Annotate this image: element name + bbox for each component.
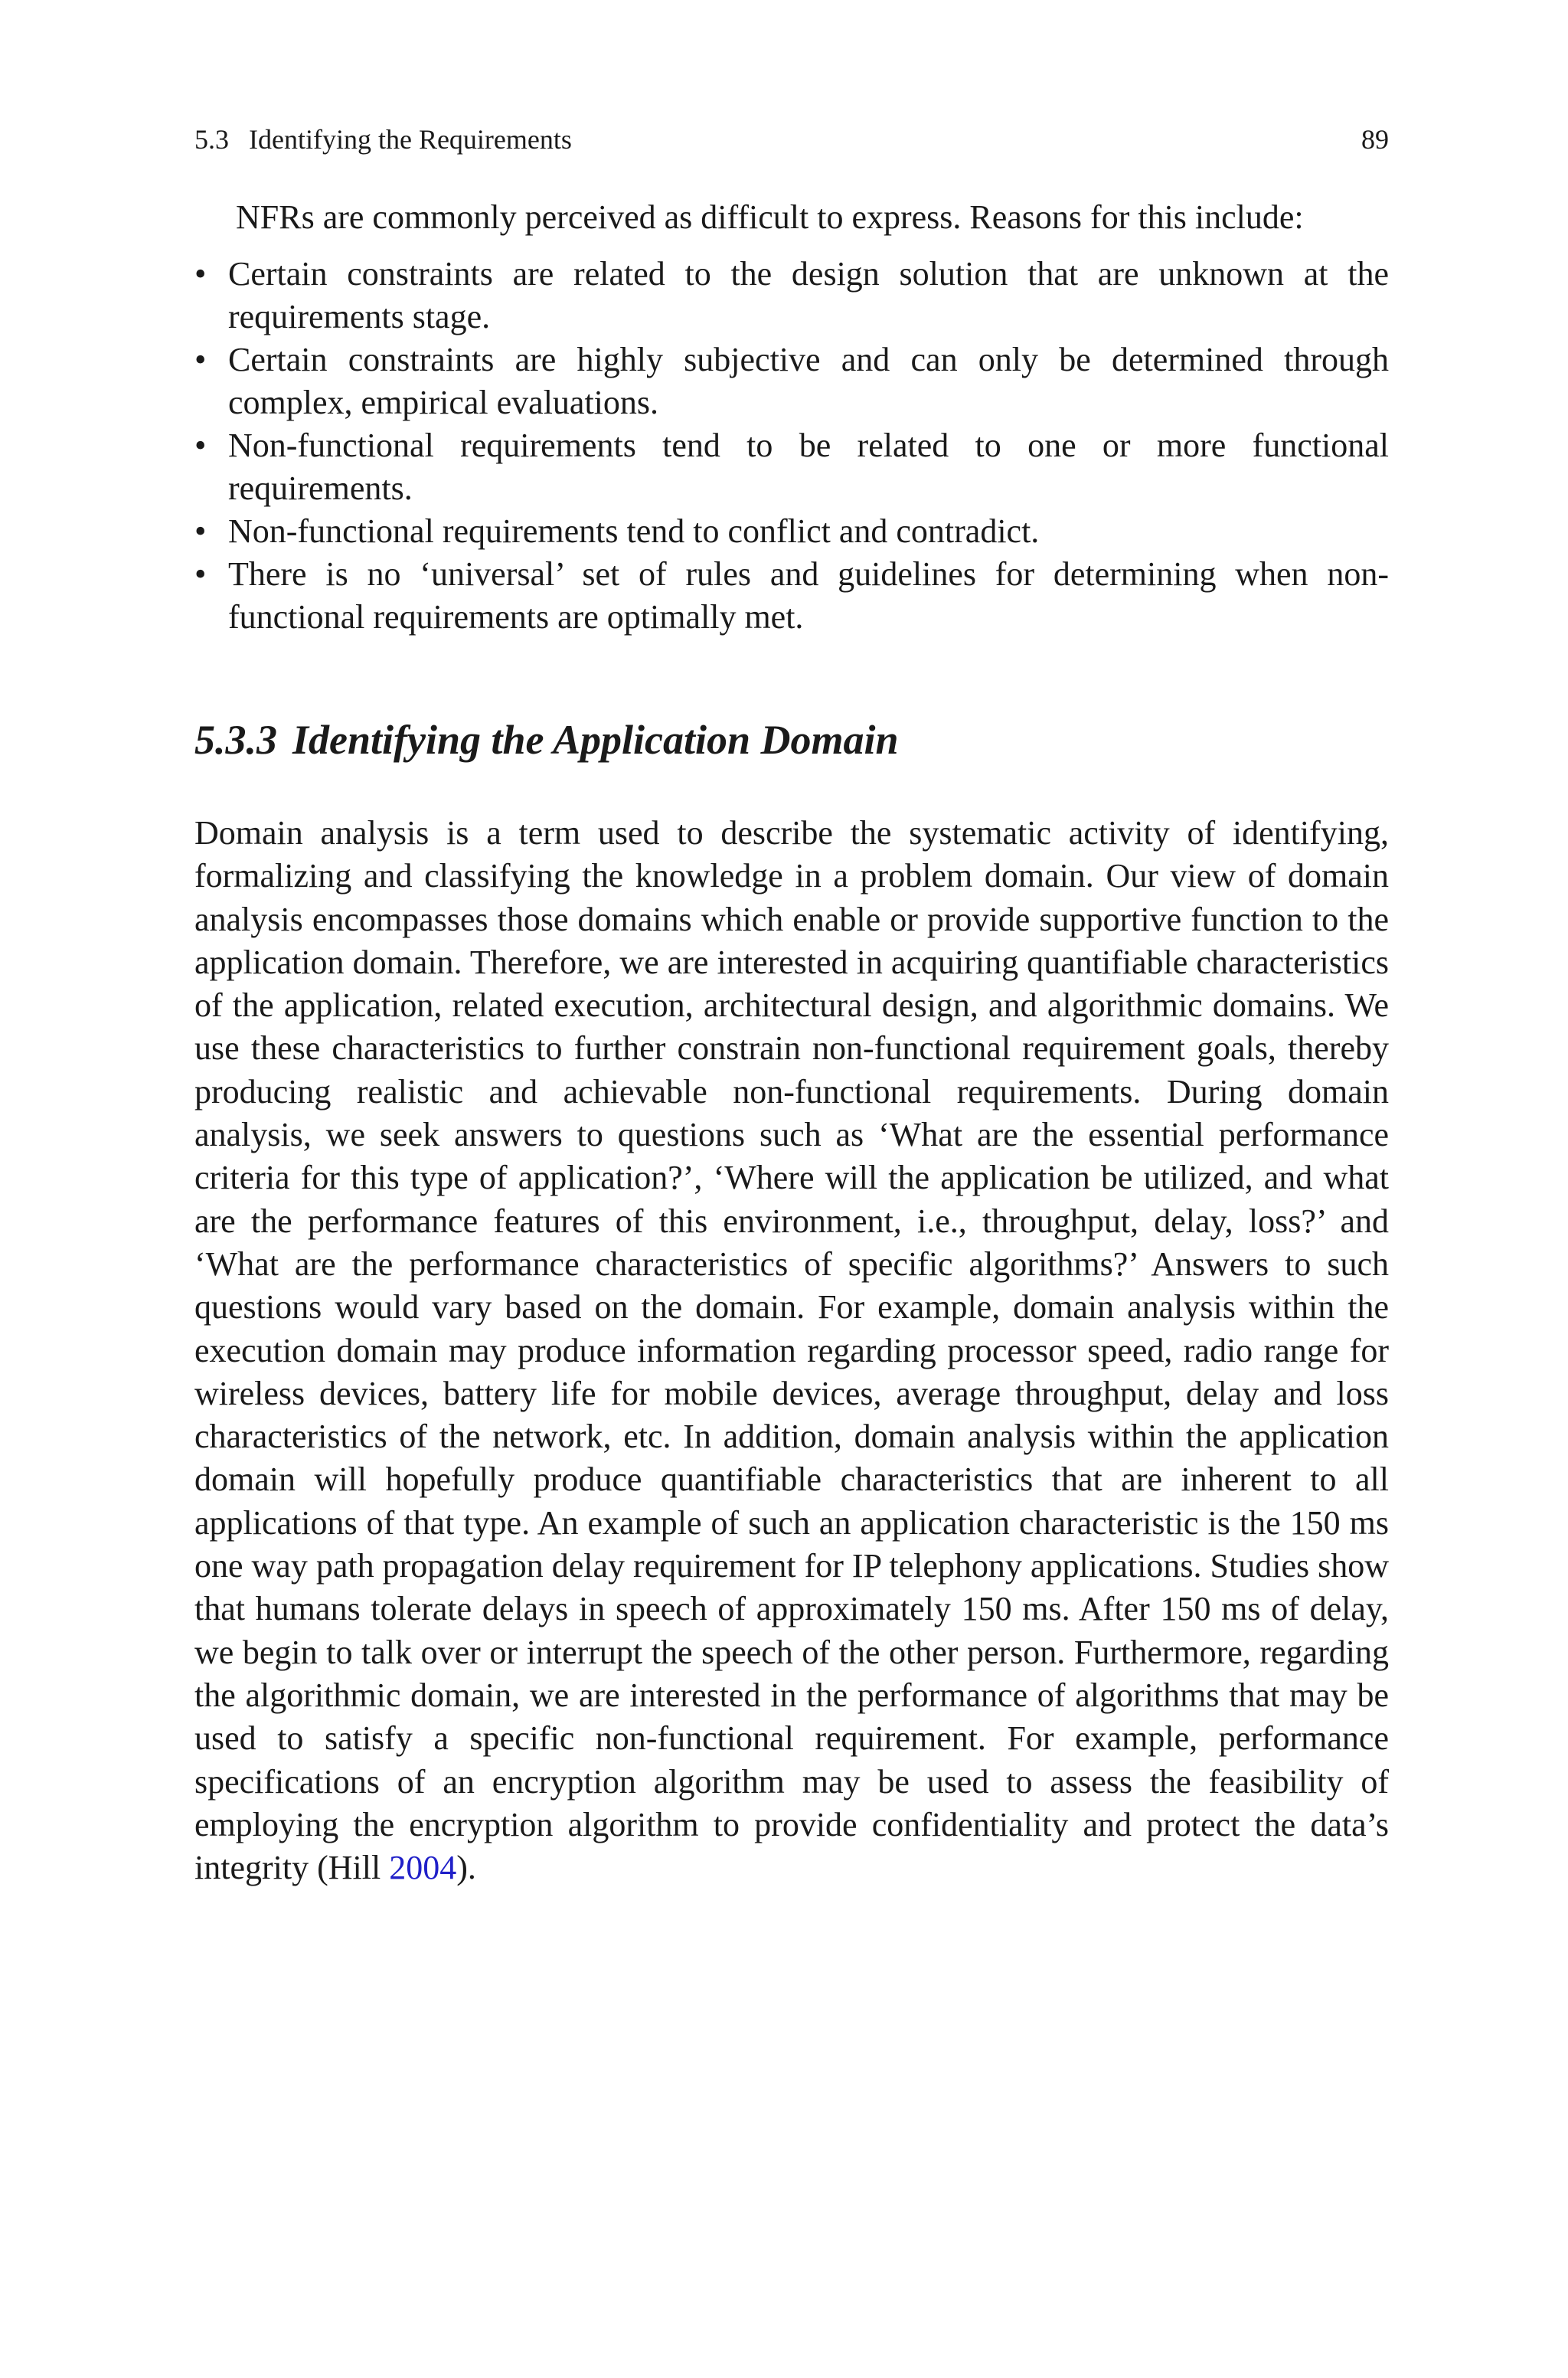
intro-paragraph: NFRs are commonly perceived as difficult to express. Reasons for this include: — [236, 198, 1304, 236]
section-number: 5.3.3 — [194, 717, 277, 763]
body-closing: ). — [456, 1849, 476, 1887]
running-head-section-number: 5.3 — [194, 124, 229, 155]
bullet-icon: • — [194, 341, 207, 378]
citation-link[interactable]: 2004 — [389, 1849, 457, 1887]
page — [194, 123, 1389, 1923]
list-item-text: Non-functional requirements tend to conflict and contradict. — [228, 512, 1040, 550]
list-item-text: Non-functional requirements tend to be related to one or more functional requirements. — [228, 427, 1389, 507]
bullet-icon: • — [194, 427, 207, 464]
section-title: Identifying the Application Domain — [292, 717, 899, 763]
running-head — [194, 123, 1389, 156]
bullet-icon: • — [194, 555, 207, 593]
bullet-list — [194, 253, 1389, 639]
section-heading — [194, 715, 1389, 764]
bullet-icon: • — [194, 255, 207, 293]
list-item-text: Certain constraints are related to the design solution that are unknown at the requirements stage. — [228, 255, 1389, 335]
running-head-section — [194, 123, 572, 156]
body-paragraph — [194, 812, 1389, 1889]
list-item-text: Certain constraints are highly subjective and can only be determined through complex, empirical evaluations. — [228, 341, 1389, 421]
list-item — [194, 424, 1389, 510]
list-item — [194, 253, 1389, 339]
body-text: Domain analysis is a term used to describe the systematic activity of identifying, formalizing and classifying the knowledge in a problem domain. Our view of domain analysis encompasses those domains which enable or provide supportive function to the application domain. Therefore, we are interested in acquiring quantifiable characteristics of the application, related execution, architectural design, and algorithmic domains. We use these characteristics to further constrain non-functional requirement goals, thereby producing realistic and achievable non-functional requirements. During domain analysis, we seek answers to questions such as ‘What are the essential performance criteria for this type of application?’, ‘Where will the application be utilized, and what are the performance features of this environment, i.e., throughput, delay, loss?’ and ‘What are the performance characteristics of specific algorithms?’ Answers to such questions would vary based on the domain. For example, domain analysis within the execution domain may produce information regarding processor speed, radio range for wireless devices, battery life for mobile devices, average throughput, delay and loss characteristics of the network, etc. In addition, domain analysis within the application domain will hopefully produce quantifiable characteristics that are inherent to all applications of that type. An example of such an application characteristic is the 150 ms one way path propagation delay requirement for IP telephony applications. Studies show that humans tolerate delays in speech of approximately 150 ms. After 150 ms of delay, we begin to talk over or interrupt the speech of the other person. Furthermore, regarding the algorithmic domain, we are interested in the performance of algorithms that may be used to satisfy a specific non-functional requirement. For example, performance specifications of an encryption algorithm may be used to assess the feasibility of employing the encryption algorithm to provide confidentiality and protect the data’s integrity (Hill — [194, 814, 1389, 1887]
page-number: 89 — [1361, 124, 1389, 155]
list-item — [194, 510, 1389, 553]
list-item-text: There is no ‘universal’ set of rules and guidelines for determining when non-functional requirements are optimally met. — [228, 555, 1389, 636]
list-item — [194, 339, 1389, 424]
running-head-section-title: Identifying the Requirements — [249, 124, 572, 155]
bullet-icon: • — [194, 512, 207, 550]
list-item — [194, 553, 1389, 639]
